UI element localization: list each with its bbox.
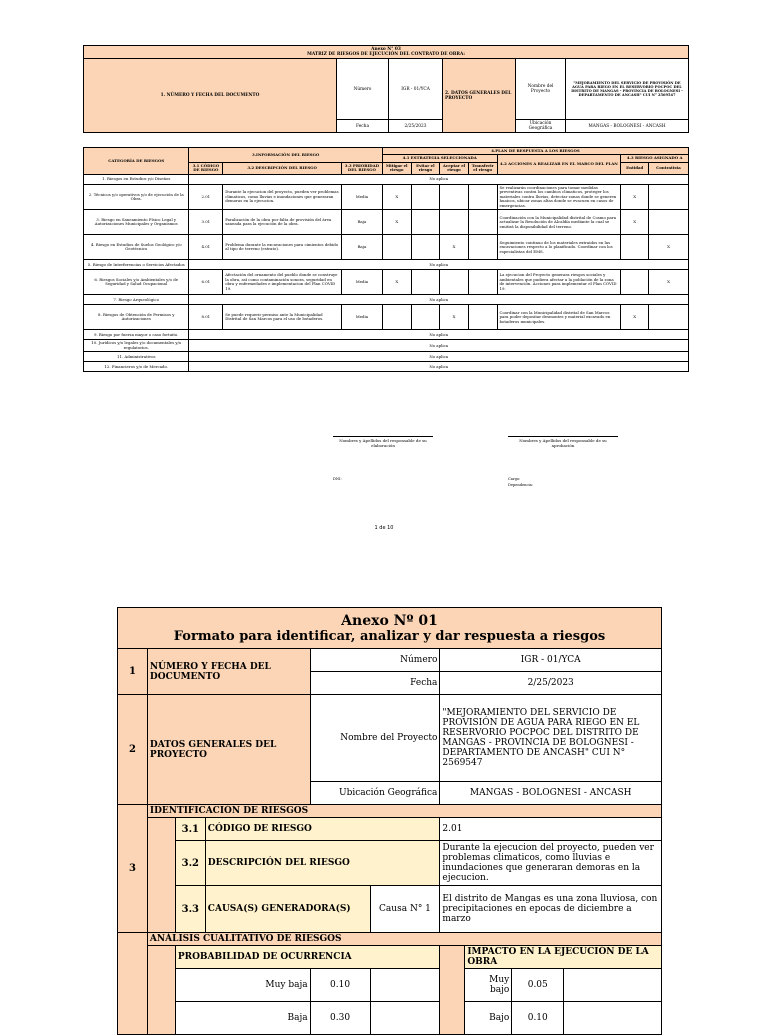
- impact-row-value: 0.10: [512, 1002, 564, 1035]
- row-transferir: [468, 210, 497, 235]
- h-estrategia: 4.1 ESTRATEGIA SELECCIONADA: [382, 155, 497, 162]
- fecha-value: 2/25/2023: [389, 120, 443, 133]
- h-categoria: CATEGORÍA DE RIESGOS: [84, 148, 189, 175]
- row-no-aplica: No aplica: [189, 340, 689, 352]
- format-title: [118, 608, 662, 649]
- format-annex: Anexo Nº 01: [341, 612, 438, 629]
- row-priority: Media: [341, 305, 382, 330]
- section-4-spacer: [118, 933, 148, 1035]
- p2-fecha-label: Fecha: [310, 672, 440, 695]
- prob-row-label: Baja: [175, 1002, 310, 1035]
- h-descripcion: 3.2 DESCRIPCIÓN DEL RIESGO: [223, 162, 342, 174]
- analisis-spacer: [147, 946, 175, 1035]
- impact-row-blank: [564, 969, 662, 1002]
- section-2-label: DATOS GENERALES DEL PROYECTO: [147, 695, 310, 805]
- p2-ubicacion-value: MANGAS - BOLOGNESI - ANCASH: [440, 782, 662, 805]
- risk-matrix-table: [83, 147, 689, 372]
- row-mitigar: X: [382, 184, 411, 209]
- signature-right: [508, 436, 618, 448]
- numero-value: IGR - 01/YCA: [389, 59, 443, 120]
- matrix-row: [84, 362, 689, 372]
- row-category: 11. Administrativos: [84, 352, 189, 362]
- format-heading: Formato para identificar, analizar y dar respuesta a riesgos: [173, 628, 606, 644]
- h-transferir: Transferir el riesgo: [468, 162, 497, 174]
- h-contratista: Contratista: [649, 162, 689, 174]
- row-code: 2.01: [189, 184, 223, 209]
- row-contratista: [649, 184, 689, 209]
- impacto-label: IMPACTO EN LA EJECUCIÓN DE LA OBRA: [465, 946, 662, 969]
- prob-row-label: Muy baja: [175, 969, 310, 1002]
- row-aceptar: X: [440, 305, 469, 330]
- row-aceptar: [440, 210, 469, 235]
- row-mitigar: [382, 305, 411, 330]
- matrix-row: [84, 184, 689, 209]
- row-acciones: Coordinar con la Municipalidad distrital de San Marcos para poder depositar desmontes y material excavado en botaderos municipales.: [497, 305, 621, 330]
- h-aceptar: Aceptar el riesgo: [440, 162, 469, 174]
- prob-label: PROBABILIDAD DE OCURRENCIA: [175, 946, 440, 969]
- row-entidad: [621, 235, 649, 260]
- matrix-row: [84, 340, 689, 352]
- row-entidad: X: [621, 210, 649, 235]
- h-entidad: Entidad: [621, 162, 649, 174]
- row-contratista: X: [649, 235, 689, 260]
- prob-row-value: 0.10: [310, 969, 370, 1002]
- row-transferir: [468, 184, 497, 209]
- signature-dni: DNI:: [333, 477, 342, 481]
- row-contratista: X: [649, 270, 689, 295]
- identificacion-spacer: [147, 818, 175, 933]
- row-transferir: [468, 235, 497, 260]
- row-mitigar: [382, 235, 411, 260]
- row-code: 4.01: [189, 235, 223, 260]
- row-evitar: [411, 235, 440, 260]
- row-aceptar: [440, 270, 469, 295]
- row-category: 6. Riesgos Sociales y/o Ambientales y/o de Seguridad y Salud Ocupacional: [84, 270, 189, 295]
- row-aceptar: X: [440, 235, 469, 260]
- row-code: 6.01: [189, 270, 223, 295]
- matrix-row: [84, 295, 689, 305]
- row-category: 8. Riesgos de Obtención de Permisos y Autorizaciones: [84, 305, 189, 330]
- row-acciones: Se realizarán coordinaciones para tomar medidas preventivas contra los cambios climaticos, proteger los materiales contra lluvias, detectar zonas donde se generen huaicos, ubicar zonas altas donde se evacuen en casos de emergencias.: [497, 184, 621, 209]
- p2-proyecto-label: Nombre del Proyecto: [310, 695, 440, 782]
- matrix-row: [84, 174, 689, 184]
- annex-title: [84, 46, 689, 59]
- row-entidad: X: [621, 184, 649, 209]
- prob-row-blank: [370, 969, 440, 1002]
- ubicacion-label: Ubicación Geográfica: [516, 120, 566, 133]
- section-3-number: 3: [118, 805, 148, 933]
- ubicacion-value: MANGAS - BOLOGNESI - ANCASH: [566, 120, 689, 133]
- row-category: 12. Financieros y/o de Mercado.: [84, 362, 189, 372]
- h-acciones: 4.2 ACCIONES A REALIZAR EN EL MARCO DEL PLAN: [497, 155, 621, 174]
- signature-left: [333, 436, 433, 448]
- matrix-row: [84, 330, 689, 340]
- p2-fecha-value: 2/25/2023: [440, 672, 662, 695]
- matrix-header-table: [83, 45, 689, 133]
- signature-cargo-block: [508, 476, 533, 489]
- signature-dependencia: Dependencia:: [508, 483, 534, 488]
- row-contratista: [649, 210, 689, 235]
- prob-row-blank: [370, 1002, 440, 1035]
- r32-label: DESCRIPCIÓN DEL RIESGO: [205, 841, 440, 886]
- row-category: 4. Riesgo en Estudios de Suelos Geológico y/o Geotécnico: [84, 235, 189, 260]
- impact-row-blank: [564, 1002, 662, 1035]
- numero-label: Número: [337, 59, 389, 120]
- r33-number: 3.3: [175, 886, 205, 933]
- row-priority: Media: [341, 270, 382, 295]
- section-2-number: 2: [118, 695, 148, 805]
- identificacion-label: IDENTIFICACIÓN DE RIESGOS: [147, 805, 661, 818]
- h-prioridad: 3.3 PRIORIDAD DEL RIESGO: [341, 162, 382, 174]
- row-description: Durante la ejecucion del proyecto, pueden ver problemas climaticos, como lluvias e inundaciones que generaran demoras en la ejecucion.: [223, 184, 342, 209]
- matrix-row: [84, 270, 689, 295]
- row-category: 9. Riesgo por fuerza mayor o caso fortuito.: [84, 330, 189, 340]
- row-no-aplica: No aplica: [189, 260, 689, 270]
- row-entidad: X: [621, 305, 649, 330]
- r33-causa: Causa N° 1: [370, 886, 440, 933]
- row-code: 8.01: [189, 305, 223, 330]
- row-description: Se puede requerir permiso ante la Municipalidad Distrital de San Marcos para el uso de botaderos.: [223, 305, 342, 330]
- row-acciones: Coordinación con la Municipalidad distrital de Cosmo para actualizar la Resolución de Alcaldía mediante la cual se emitirá la disponibilidad del terreno.: [497, 210, 621, 235]
- annex-number: Anexo N° 03: [371, 47, 401, 52]
- r31-number: 3.1: [175, 818, 205, 841]
- r33-value: El distrito de Mangas es una zona lluviosa, con precipitaciones en epocas de diciembre a marzo: [440, 886, 662, 933]
- impact-row-value: 0.05: [512, 969, 564, 1002]
- row-evitar: [411, 210, 440, 235]
- row-evitar: [411, 184, 440, 209]
- row-transferir: [468, 270, 497, 295]
- doc-label-cell: 1. NÚMERO Y FECHA DEL DOCUMENTO: [84, 59, 337, 133]
- matrix-row: [84, 235, 689, 260]
- row-priority: Baja: [341, 235, 382, 260]
- row-evitar: [411, 305, 440, 330]
- row-no-aplica: No aplica: [189, 362, 689, 372]
- row-category: 5. Riesgo de Interferencias o Servicios Afectados: [84, 260, 189, 270]
- h-info: 3.INFORMACIÓN DEL RIESGO: [189, 148, 382, 163]
- page-number: 1 de 10: [374, 525, 394, 531]
- impact-spacer: [440, 946, 465, 1035]
- matrix-row: [84, 352, 689, 362]
- matrix-title: MATRIZ DE RIESGOS DE EJECUCIÓN DEL CONTRATO DE OBRA:: [307, 52, 465, 57]
- row-no-aplica: No aplica: [189, 352, 689, 362]
- row-category: 7. Riesgo Arqueológico: [84, 295, 189, 305]
- r32-value: Durante la ejecucion del proyecto, pueden ver problemas climaticos, como lluvias e inundaciones que generaran demoras en la ejecucion.: [440, 841, 662, 886]
- datos-label: 2. DATOS GENERALES DEL PROYECTO: [443, 59, 516, 133]
- fecha-label: Fecha: [337, 120, 389, 133]
- r31-label: CÓDIGO DE RIESGO: [205, 818, 440, 841]
- impact-row-label: Bajo: [465, 1002, 512, 1035]
- row-acciones: La ejecucion del Proyecto generara riesgos sociales y ambientales que pudiera afectar a la población de la zona de intervención. Acciones para implementar el Plan COVID 19.: [497, 270, 621, 295]
- proyecto-label: Nombre del Proyecto: [516, 59, 566, 120]
- impact-row-label: Muy bajo: [465, 969, 512, 1002]
- h-asignado: 4.3 RIESGO ASIGNADO A: [621, 155, 689, 162]
- section-1-label: NÚMERO Y FECHA DEL DOCUMENTO: [147, 649, 310, 695]
- h-codigo: 3.1 CÓDIGO DE RIESGO: [189, 162, 223, 174]
- r33-label: CAUSA(S) GENERADORA(S): [205, 886, 370, 933]
- row-priority: Media: [341, 184, 382, 209]
- row-acciones: Seguimiento continuo de los materiales extraidos en las excavaciones respecto a lo planificado. Coordinar con los especialistas del EMS.: [497, 235, 621, 260]
- row-description: Problema durante la excavaciones para cimientos debido al tipo de terreno (estrato).: [223, 235, 342, 260]
- p2-numero-label: Número: [310, 649, 440, 672]
- row-contratista: [649, 305, 689, 330]
- row-no-aplica: No aplica: [189, 295, 689, 305]
- r32-number: 3.2: [175, 841, 205, 886]
- risk-format-table: [117, 607, 662, 1035]
- row-category: 10. Jurídicos y/o legales y/o documentales y/o regulatorios.: [84, 340, 189, 352]
- matrix-row: [84, 210, 689, 235]
- analisis-label: ANÁLISIS CUALITATIVO DE RIESGOS: [147, 933, 661, 946]
- signature-left-label: Nombres y Apellidos del responsable de su elaboración: [333, 436, 433, 448]
- row-category: 3. Riesgo en Saneamiento Físico Legal y Autorizaciones Municipales y Organismos: [84, 210, 189, 235]
- row-mitigar: X: [382, 210, 411, 235]
- h-evitar: Evitar el riesgo: [411, 162, 440, 174]
- r31-value: 2.01: [440, 818, 662, 841]
- row-aceptar: [440, 184, 469, 209]
- row-evitar: [411, 270, 440, 295]
- matrix-row: [84, 260, 689, 270]
- h-mitigar: Mitigar el riesgo: [382, 162, 411, 174]
- row-description: Afectación del ornamento del pueblo donde se construye la obra, así como contaminación sonora, seguridad en obra y enfermedades e implementacion del Plan COVID 19.: [223, 270, 342, 295]
- row-category: 1. Riesgos en Estudios y/o Diseños: [84, 174, 189, 184]
- row-description: Paralización de la obra por falta de provisión del área saneada para la ejecución de la obra.: [223, 210, 342, 235]
- row-entidad: [621, 270, 649, 295]
- matrix-body: [84, 174, 689, 371]
- signature-cargo: Cargo:: [508, 477, 521, 481]
- row-code: 3.01: [189, 210, 223, 235]
- row-category: 2. Técnicos y/o operativos y/o de ejecución de la Obra.: [84, 184, 189, 209]
- row-priority: Baja: [341, 210, 382, 235]
- row-no-aplica: No aplica: [189, 174, 689, 184]
- signature-right-label: Nombres y Apellidos del responsable de su aprobación: [508, 436, 618, 448]
- p2-numero-value: IGR - 01/YCA: [440, 649, 662, 672]
- p2-proyecto-value: "MEJORAMIENTO DEL SERVICIO DE PROVISIÓN DE AGUA PARA RIEGO EN EL RESERVORIO POCPOC DEL DISTRITO DE MANGAS - PROVINCIA DE BOLOGNESI - DEPARTAMENTO DE ANCASH" CUI N° 2569547: [440, 695, 662, 782]
- p2-ubicacion-label: Ubicación Geográfica: [310, 782, 440, 805]
- row-mitigar: X: [382, 270, 411, 295]
- matrix-row: [84, 305, 689, 330]
- prob-row-value: 0.30: [310, 1002, 370, 1035]
- row-no-aplica: No aplica: [189, 330, 689, 340]
- section-1-number: 1: [118, 649, 148, 695]
- proyecto-value: "MEJORAMIENTO DEL SERVICIO DE PROVISIÓN DE AGUA PARA RIEGO EN EL RESERVORIO POCPOC DEL DISTRITO DE MANGAS - PROVINCIA DE BOLOGNESI - DEPARTAMENTO DE ANCASH" CUI N° 2569547: [566, 59, 689, 120]
- h-plan: 4.PLAN DE RESPUESTA A LOS RIESGOS: [382, 148, 688, 155]
- row-transferir: [468, 305, 497, 330]
